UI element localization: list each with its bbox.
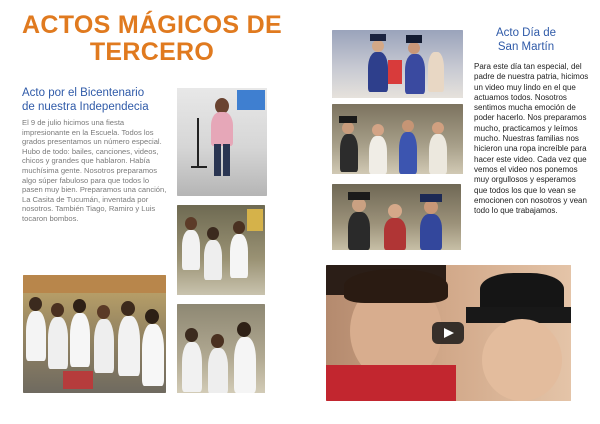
sanmartin-title-line1: Acto Día de	[495, 27, 557, 39]
play-icon[interactable]	[432, 322, 464, 344]
main-title-line1: ACTOS MÁGICOS DE	[22, 11, 282, 39]
photo-costumed-children	[332, 30, 463, 98]
photo-families-costumes	[332, 104, 463, 174]
bicentenario-body: El 9 de julio hicimos una fiesta impresionante en la Escuela. Todos los grados presentamos un número especial. Hubo de todo: bailes, canciones, videos, chicos y grandes que hablaron. Había muchísima gente. Nosotros preparamos algo súper fabuloso para que todos lo pasen muy bien. Preparamos una canción, La Casita de Tucumán, inventada por nosotros. También Tiago, Ramiro y Luis tocaron bombos.	[22, 118, 167, 223]
photo-children-watching	[332, 184, 461, 250]
bicentenario-title-line2: de nuestra Independecia	[22, 101, 149, 113]
video-player[interactable]	[326, 265, 571, 401]
main-title-line2: TERCERO	[89, 38, 215, 66]
sanmartin-title-line2: San Martín	[497, 41, 555, 53]
bicentenario-title	[22, 86, 172, 114]
photo-students-singing	[177, 304, 265, 393]
main-title	[22, 12, 282, 66]
photo-students-group	[177, 205, 265, 295]
bicentenario-title-line1: Acto por el Bicentenario	[22, 87, 145, 99]
photo-students-choir	[23, 275, 166, 393]
sanmartin-body: Para este día tan especial, del padre de nuestra patria, hicimos un video muy lindo en el que actuamos todos. Nosotros sentimos mucha emoción de poder hacerlo. Nos preparamos mucho, practicamos y leímos mucho. Nuestras familias nos hicieron una ropa increíble para hacer este video. Cada vez que vemos el video nos ponemos muy orgullosos y esperamos que todos los que lo vean se emocionen con nosotros y vean todo lo que trabajamos.	[474, 62, 589, 216]
photo-girl-microphone	[177, 88, 267, 196]
sanmartin-title	[478, 26, 574, 54]
